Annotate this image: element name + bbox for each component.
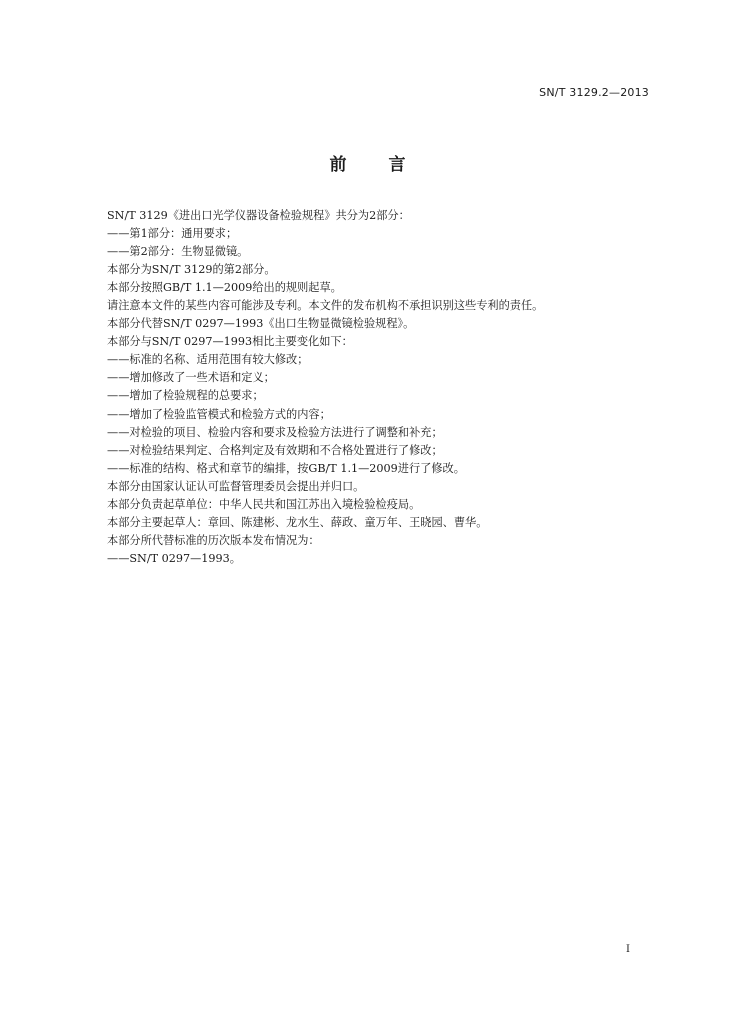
page-number: I <box>626 944 630 955</box>
paragraph: 本部分与SN/T 0297—1993相比主要变化如下： <box>107 335 353 349</box>
list-item: ——标准的结构、格式和章节的编排，按GB/T 1.1—2009进行了修改。 <box>107 461 465 475</box>
list-item: ——第2部分：生物显微镜。 <box>107 245 249 259</box>
list-item: ——第1部分：通用要求； <box>107 227 238 241</box>
paragraph: 本部分负责起草单位：中华人民共和国江苏出入境检验检疫局。 <box>107 497 421 511</box>
standard-code: SN/T 3129.2—2013 <box>539 86 649 99</box>
paragraph: 本部分按照GB/T 1.1—2009给出的规则起草。 <box>107 281 342 295</box>
foreword-body <box>107 207 647 568</box>
paragraph: 本部分主要起草人：章回、陈建彬、龙水生、薛政、童万年、王晓园、曹华。 <box>107 515 488 529</box>
list-item: ——增加了检验监管模式和检验方式的内容； <box>107 407 331 421</box>
list-item: ——SN/T 0297—1993。 <box>107 551 241 565</box>
page-title <box>0 150 735 175</box>
paragraph: 请注意本文件的某些内容可能涉及专利。本文件的发布机构不承担识别这些专利的责任。 <box>107 299 544 313</box>
list-item: ——标准的名称、适用范围有较大修改； <box>107 353 309 367</box>
paragraph: 本部分所代替标准的历次版本发布情况为： <box>107 533 320 547</box>
paragraph: SN/T 3129《进出口光学仪器设备检验规程》共分为2部分： <box>107 209 410 222</box>
paragraph: 本部分代替SN/T 0297—1993《出口生物显微镜检验规程》。 <box>107 317 415 331</box>
list-item: ——对检验结果判定、合格判定及有效期和不合格处置进行了修改； <box>107 443 443 457</box>
paragraph: 本部分为SN/T 3129的第2部分。 <box>107 263 276 277</box>
paragraph: 本部分由国家认证认可监督管理委员会提出并归口。 <box>107 479 365 493</box>
title-char-1: 前 <box>329 155 347 175</box>
title-char-2: 言 <box>388 155 406 175</box>
list-item: ——增加了检验规程的总要求； <box>107 389 264 403</box>
list-item: ——对检验的项目、检验内容和要求及检验方法进行了调整和补充； <box>107 425 443 439</box>
list-item: ——增加修改了一些术语和定义； <box>107 371 275 385</box>
